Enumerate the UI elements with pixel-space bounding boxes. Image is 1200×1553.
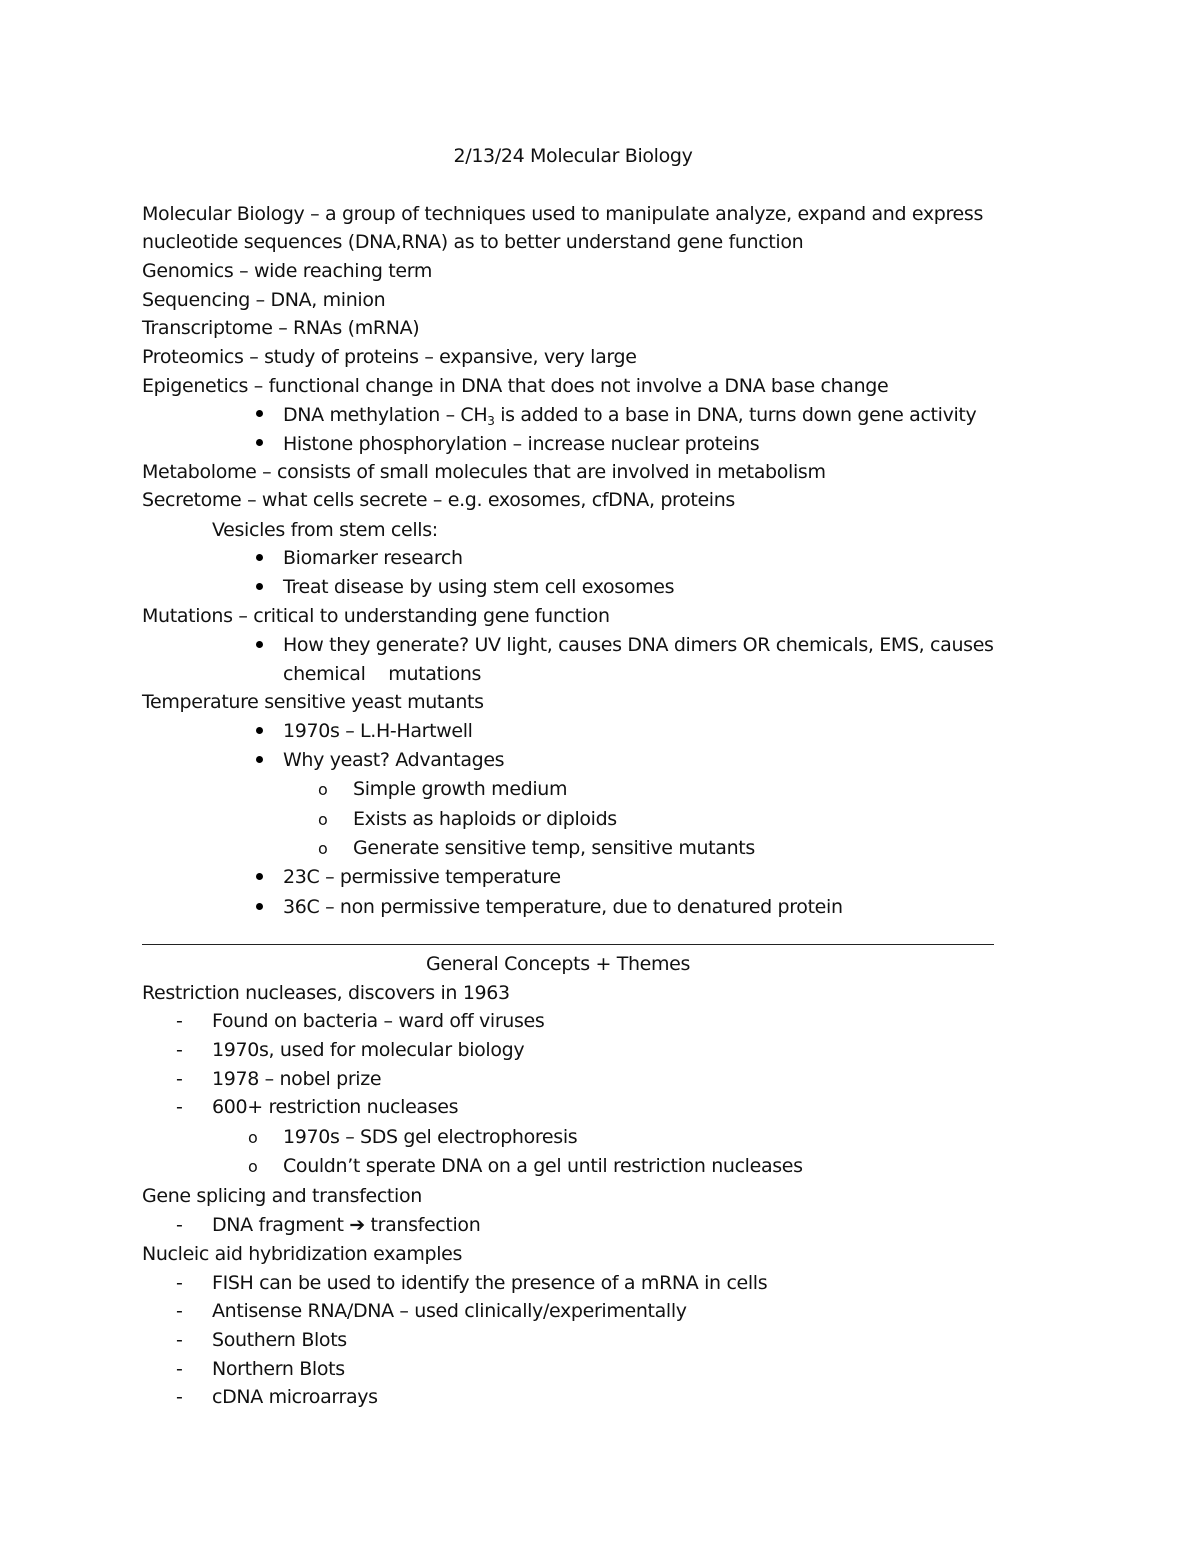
bullet-icon — [256, 903, 263, 910]
permissive-item: 23C – permissive temperature — [283, 866, 561, 888]
restriction-sub-sds: 1970s – SDS gel electrophoresis — [283, 1126, 578, 1148]
secretome-line: Secretome – what cells secrete – e.g. exosomes, cfDNA, proteins — [142, 489, 735, 511]
genomics-line: Genomics – wide reaching term — [142, 260, 433, 282]
dash-marker: - — [176, 1068, 183, 1090]
page-title: 2/13/24 Molecular Biology — [453, 145, 693, 167]
sub-bullet-marker: o — [318, 810, 328, 829]
bullet-icon — [256, 554, 263, 561]
mutation-generate-line-2: chemical mutations — [283, 663, 482, 685]
dash-marker: - — [176, 1039, 183, 1061]
dna-fragment-text: DNA fragment — [212, 1214, 350, 1236]
sub-bullet-marker: o — [318, 839, 328, 858]
dash-marker: - — [176, 1010, 183, 1032]
transcriptome-line: Transcriptome – RNAs (mRNA) — [142, 317, 420, 339]
hartwell-item: 1970s – L.H-Hartwell — [283, 720, 473, 742]
bullet-icon — [256, 756, 263, 763]
temperature-line: Temperature sensitive yeast mutants — [142, 691, 484, 713]
molecular-biology-definition-line-2: nucleotide sequences (DNA,RNA) as to better understand gene function — [142, 231, 804, 253]
nucleic-item-microarrays: cDNA microarrays — [212, 1386, 378, 1408]
sub-bullet-marker: o — [318, 780, 328, 799]
sub-bullet-marker: o — [248, 1128, 258, 1147]
dash-marker: - — [176, 1096, 183, 1118]
restriction-item-bacteria: Found on bacteria – ward off viruses — [212, 1010, 545, 1032]
metabolome-line: Metabolome – consists of small molecules that are involved in metabolism — [142, 461, 826, 483]
sub-item-haploids: Exists as haploids or diploids — [353, 808, 617, 830]
gene-splicing-line: Gene splicing and transfection — [142, 1185, 422, 1207]
dna-fragment-item — [212, 1213, 480, 1237]
dash-marker: - — [176, 1272, 183, 1294]
dash-marker: - — [176, 1300, 183, 1322]
sub-bullet-marker: o — [248, 1157, 258, 1176]
dna-methylation-item — [283, 403, 976, 427]
mutations-line: Mutations – critical to understanding gene function — [142, 605, 610, 627]
treat-disease-item: Treat disease by using stem cell exosomes — [283, 576, 675, 598]
bullet-icon — [256, 410, 263, 417]
restriction-item-1970s: 1970s, used for molecular biology — [212, 1039, 525, 1061]
histone-item: Histone phosphorylation – increase nuclear proteins — [283, 433, 760, 455]
subscript-3: 3 — [487, 414, 495, 428]
bullet-icon — [256, 583, 263, 590]
dna-methylation-text-rest: is added to a base in DNA, turns down gene activity — [494, 404, 977, 426]
mutation-generate-line-1: How they generate? UV light, causes DNA dimers OR chemicals, EMS, causes — [283, 634, 994, 656]
nucleic-item-antisense: Antisense RNA/DNA – used clinically/experimentally — [212, 1300, 687, 1322]
restriction-line: Restriction nucleases, discovers in 1963 — [142, 982, 510, 1004]
nucleic-item-fish: FISH can be used to identify the presence of a mRNA in cells — [212, 1272, 768, 1294]
dna-methylation-text: DNA methylation – CH — [283, 404, 488, 426]
nucleic-item-northern: Northern Blots — [212, 1358, 345, 1380]
transfection-text: transfection — [364, 1214, 481, 1236]
non-permissive-item: 36C – non permissive temperature, due to denatured protein — [283, 896, 843, 918]
vesicles-line: Vesicles from stem cells: — [212, 519, 438, 541]
nucleic-hybridization-line: Nucleic aid hybridization examples — [142, 1243, 463, 1265]
why-yeast-item: Why yeast? Advantages — [283, 749, 505, 771]
dash-marker: - — [176, 1329, 183, 1351]
molecular-biology-definition-line-1: Molecular Biology – a group of techniques used to manipulate analyze, expand and express — [142, 203, 983, 225]
restriction-sub-gel: Couldn’t sperate DNA on a gel until restriction nucleases — [283, 1155, 803, 1177]
dash-marker: - — [176, 1386, 183, 1408]
section-heading: General Concepts + Themes — [425, 953, 691, 975]
sequencing-line: Sequencing – DNA, minion — [142, 289, 386, 311]
bullet-icon — [256, 641, 263, 648]
section-divider — [142, 944, 994, 945]
restriction-item-nobel: 1978 – nobel prize — [212, 1068, 382, 1090]
sub-item-growth-medium: Simple growth medium — [353, 778, 568, 800]
sub-item-sensitive-mutants: Generate sensitive temp, sensitive mutants — [353, 837, 755, 859]
proteomics-line: Proteomics – study of proteins – expansive, very large — [142, 346, 637, 368]
right-arrow-icon: ➔ — [349, 1214, 365, 1236]
bullet-icon — [256, 439, 263, 446]
dash-marker: - — [176, 1214, 183, 1236]
nucleic-item-southern: Southern Blots — [212, 1329, 347, 1351]
epigenetics-line: Epigenetics – functional change in DNA that does not involve a DNA base change — [142, 375, 889, 397]
dash-marker: - — [176, 1358, 183, 1380]
bullet-icon — [256, 873, 263, 880]
restriction-item-600: 600+ restriction nucleases — [212, 1096, 459, 1118]
bullet-icon — [256, 727, 263, 734]
biomarker-item: Biomarker research — [283, 547, 463, 569]
